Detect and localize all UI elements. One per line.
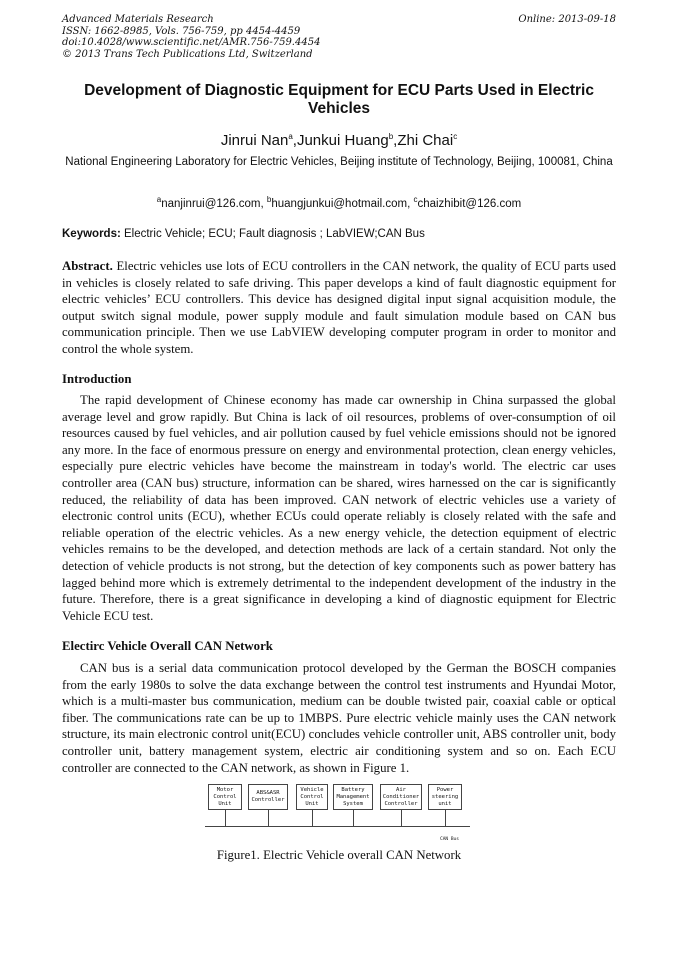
email-sup: a — [156, 195, 162, 204]
diagram-bus-connector — [225, 810, 226, 826]
author-sup: b — [388, 132, 394, 141]
author-list — [62, 128, 616, 150]
diagram-box-air-conditioner-controller: Air Conditioner Controller — [380, 784, 422, 810]
diagram-box-vehicle-control-unit: Vehicle Control Unit — [296, 784, 328, 810]
section-body-can-network: CAN bus is a serial data communication protocol developed by the German the BOSCH companies from the early 1980s to solve the data exchange between the control test instruments and Hyundai Motor, which is a multi-master bus communication, medium can be double twisted pair, coaxial cable or optical fiber. The communications rate can be up to 1MBPS. Pure electric vehicle mainly uses the CAN network structure, its main electronic control unit(ECU) concludes vehicle controller unit, ABS controller unit, body controller unit, battery management system, electric air conditioning system and so on. Each ECU controller are connected to the CAN network, as shown in Figure 1. — [62, 661, 616, 775]
abstract-label: Abstract. — [62, 259, 113, 273]
issn: ISSN: 1662-8985, Vols. 756-759, pp 4454-4459 — [62, 25, 301, 37]
online-date: Online: 2013-09-18 — [518, 14, 616, 25]
copyright: © 2013 Trans Tech Publications Ltd, Switzerland — [62, 48, 313, 60]
email-address[interactable]: huangjunkui@hotmail.com — [271, 197, 408, 210]
doi: doi:10.4028/www.scientific.net/AMR.756-759.4454 — [62, 37, 321, 48]
email-sep: , — [260, 197, 267, 210]
author-name: Zhi Chai — [397, 132, 454, 149]
email-sep: , — [407, 197, 414, 210]
diagram-box-abs-asr-controller: ABS&ASR Controller — [248, 784, 288, 810]
journal-header — [62, 14, 616, 60]
section-heading-can-network: Electirc Vehicle Overall CAN Network — [62, 639, 273, 653]
diagram-bus-connector — [445, 810, 446, 826]
abstract — [62, 258, 616, 358]
diagram-box-battery-management-system: Battery Management System — [333, 784, 373, 810]
email-sup: b — [266, 195, 272, 204]
affiliation: National Engineering Laboratory for Electric Vehicles, Beijing institute of Technology, Beijing, 100081, China — [65, 156, 613, 168]
section-heading-introduction: Introduction — [62, 372, 132, 386]
journal-name: Advanced Materials Research — [62, 14, 214, 25]
figure-caption: Figure1. Electric Vehicle overall CAN Network — [216, 848, 462, 862]
author-name: Junkui Huang — [296, 132, 389, 149]
keywords — [62, 227, 616, 242]
diagram-can-bus-label: CAN Bus — [440, 837, 459, 842]
diagram-box-power-steering-unit: Power steering unit — [428, 784, 462, 810]
keywords-label: Keywords: — [62, 228, 121, 240]
section-body-introduction: The rapid development of Chinese economy has made car ownership in China surpassed the global average level and grow rapidly. But China is lack of oil resources, problems of over-consumption of oil resources caused by fuel vehicles, and air pollution caused by fuel vehicle emissions should not be ignored any more. In the face of enormous pressure on energy and environmental protection, clean energy vehicles, especially pure electric vehicles have become the mainstream in today's world. The electric car uses controller area (CAN bus) structure, information can be shared, wires harnessed on the car is significantly reduced, the reliability of data has been improved. CAN network of electric vehicles use a variety of electronic control units (ECU), whether ECUs could operate reliably is closely related with the safe and reliable operation of the electric vehicles. As a new energy vehicle, the detection equipment of electric vehicles remains to be the developed, and detection methods are lack of a certain standard. Not only the detection of vehicle products is not strong, but the detection of key components such as power battery has lagged behind more which is extremely detrimental to the independent development of the industry in the future. Therefore, there is a great significance in developing a kind of diagnostic equipment for Electric Vehicle ECU test. — [62, 393, 616, 623]
diagram-bus-connector — [401, 810, 402, 826]
diagram-box-motor-control-unit: Motor Control Unit — [208, 784, 242, 810]
abstract-text: Electric vehicles use lots of ECU controllers in the CAN network, the quality of ECU parts used in vehicles is closely related to safe driving. This paper develops a kind of fault diagnostic equipment for electric vehicles’ ECU controllers. This device has designed digital input signal acquisition module, the output switch signal module, power supply module and fault simulation module based on CAN bus communication principle. Then we use LabVIEW developing computer program in order to monitor and control the whole system. — [62, 259, 616, 356]
author-sup: c — [453, 132, 458, 141]
diagram-bus-connector — [268, 810, 269, 826]
diagram-can-bus-line — [205, 826, 470, 827]
author-name: Jinrui Nan — [220, 132, 289, 149]
paper-title: Development of Diagnostic Equipment for ECU Parts Used in Electric Vehicles — [84, 82, 594, 117]
email-sup: c — [413, 195, 418, 204]
email-address[interactable]: chaizhibit@126.com — [417, 197, 522, 210]
email-list — [62, 192, 616, 212]
diagram-bus-connector — [353, 810, 354, 826]
email-address[interactable]: nanjinrui@126.com — [161, 197, 261, 210]
author-sep: , — [292, 132, 297, 149]
diagram-bus-connector — [312, 810, 313, 826]
author-sup: a — [288, 132, 293, 141]
author-sep: , — [393, 132, 398, 149]
figure-can-network-diagram — [200, 784, 480, 854]
keywords-text: Electric Vehicle; ECU; Fault diagnosis ; LabVIEW;CAN Bus — [120, 228, 425, 240]
